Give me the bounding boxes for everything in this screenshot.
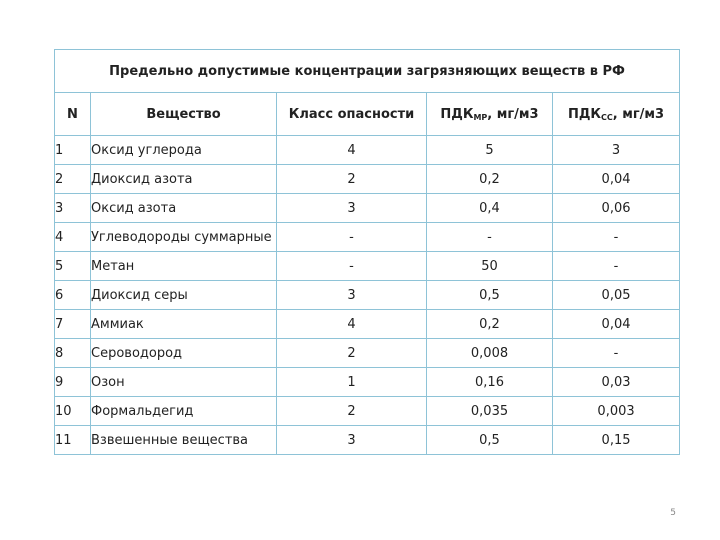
cell-number: 10: [55, 397, 91, 426]
cell-pdk-cc: -: [553, 339, 680, 368]
cell-hazard-class: -: [277, 223, 427, 252]
cell-hazard-class: 2: [277, 397, 427, 426]
cell-substance: Диоксид серы: [91, 281, 277, 310]
table-row: [55, 310, 680, 339]
table-row: [55, 223, 680, 252]
cell-number: 8: [55, 339, 91, 368]
table-caption: Предельно допустимые концентрации загрязняющих веществ в РФ: [55, 50, 680, 93]
cell-hazard-class: 3: [277, 281, 427, 310]
cell-hazard-class: 4: [277, 310, 427, 339]
cell-substance: Сероводород: [91, 339, 277, 368]
table-row: [55, 136, 680, 165]
cell-pdk-cc: 0,04: [553, 310, 680, 339]
header-hazard-class: Класс опасности: [277, 93, 427, 136]
cell-number: 3: [55, 194, 91, 223]
header-pdk-mr-sub: МР: [473, 112, 488, 122]
header-pdk-mr-unit: , мг/м3: [487, 106, 539, 122]
cell-substance: Озон: [91, 368, 277, 397]
header-pdk-cc-main: ПДК: [567, 106, 602, 122]
cell-pdk-mr: 0,16: [427, 368, 553, 397]
cell-pdk-cc: 0,04: [553, 165, 680, 194]
cell-number: 7: [55, 310, 91, 339]
header-pdk-mr-main: ПДК: [440, 106, 474, 122]
table-row: [55, 339, 680, 368]
header-pdk-mr: [427, 93, 553, 136]
cell-pdk-mr: 0,5: [427, 426, 553, 455]
table-row: [55, 194, 680, 223]
cell-hazard-class: 3: [277, 194, 427, 223]
cell-number: 4: [55, 223, 91, 252]
cell-hazard-class: 4: [277, 136, 427, 165]
header-n: N: [55, 93, 91, 136]
cell-pdk-cc: 0,05: [553, 281, 680, 310]
cell-pdk-mr: 0,008: [427, 339, 553, 368]
cell-pdk-mr: 50: [427, 252, 553, 281]
header-pdk-cc: [553, 93, 680, 136]
header-substance: Вещество: [91, 93, 277, 136]
cell-number: 6: [55, 281, 91, 310]
header-row: [55, 93, 680, 136]
cell-pdk-mr: -: [427, 223, 553, 252]
cell-pdk-cc: 0,06: [553, 194, 680, 223]
cell-pdk-cc: 0,003: [553, 397, 680, 426]
cell-substance: Оксид углерода: [91, 136, 277, 165]
cell-hazard-class: 2: [277, 165, 427, 194]
cell-substance: Взвешенные вещества: [91, 426, 277, 455]
cell-pdk-cc: 3: [553, 136, 680, 165]
cell-substance: Диоксид азота: [91, 165, 277, 194]
cell-pdk-cc: -: [553, 223, 680, 252]
cell-substance: Оксид азота: [91, 194, 277, 223]
table-row: [55, 426, 680, 455]
table-row: [55, 252, 680, 281]
cell-number: 2: [55, 165, 91, 194]
cell-substance: Аммиак: [91, 310, 277, 339]
cell-pdk-mr: 5: [427, 136, 553, 165]
cell-pdk-mr: 0,035: [427, 397, 553, 426]
cell-number: 11: [55, 426, 91, 455]
cell-pdk-mr: 0,5: [427, 281, 553, 310]
cell-substance: Формальдегид: [91, 397, 277, 426]
header-pdk-cc-sub: СС: [601, 112, 613, 122]
cell-hazard-class: 1: [277, 368, 427, 397]
cell-substance: Метан: [91, 252, 277, 281]
cell-hazard-class: 3: [277, 426, 427, 455]
cell-number: 5: [55, 252, 91, 281]
table-row: [55, 368, 680, 397]
cell-number: 1: [55, 136, 91, 165]
cell-hazard-class: -: [277, 252, 427, 281]
table-row: [55, 397, 680, 426]
cell-hazard-class: 2: [277, 339, 427, 368]
pdk-table: [54, 49, 680, 455]
header-pdk-cc-unit: , мг/м3: [612, 106, 665, 122]
cell-pdk-cc: -: [553, 252, 680, 281]
cell-pdk-cc: 0,15: [553, 426, 680, 455]
page-number: 5: [670, 508, 676, 518]
cell-pdk-mr: 0,2: [427, 310, 553, 339]
cell-pdk-mr: 0,2: [427, 165, 553, 194]
cell-pdk-cc: 0,03: [553, 368, 680, 397]
cell-number: 9: [55, 368, 91, 397]
table-row: [55, 165, 680, 194]
cell-pdk-mr: 0,4: [427, 194, 553, 223]
cell-substance: Углеводороды суммарные: [91, 223, 277, 252]
table-row: [55, 281, 680, 310]
